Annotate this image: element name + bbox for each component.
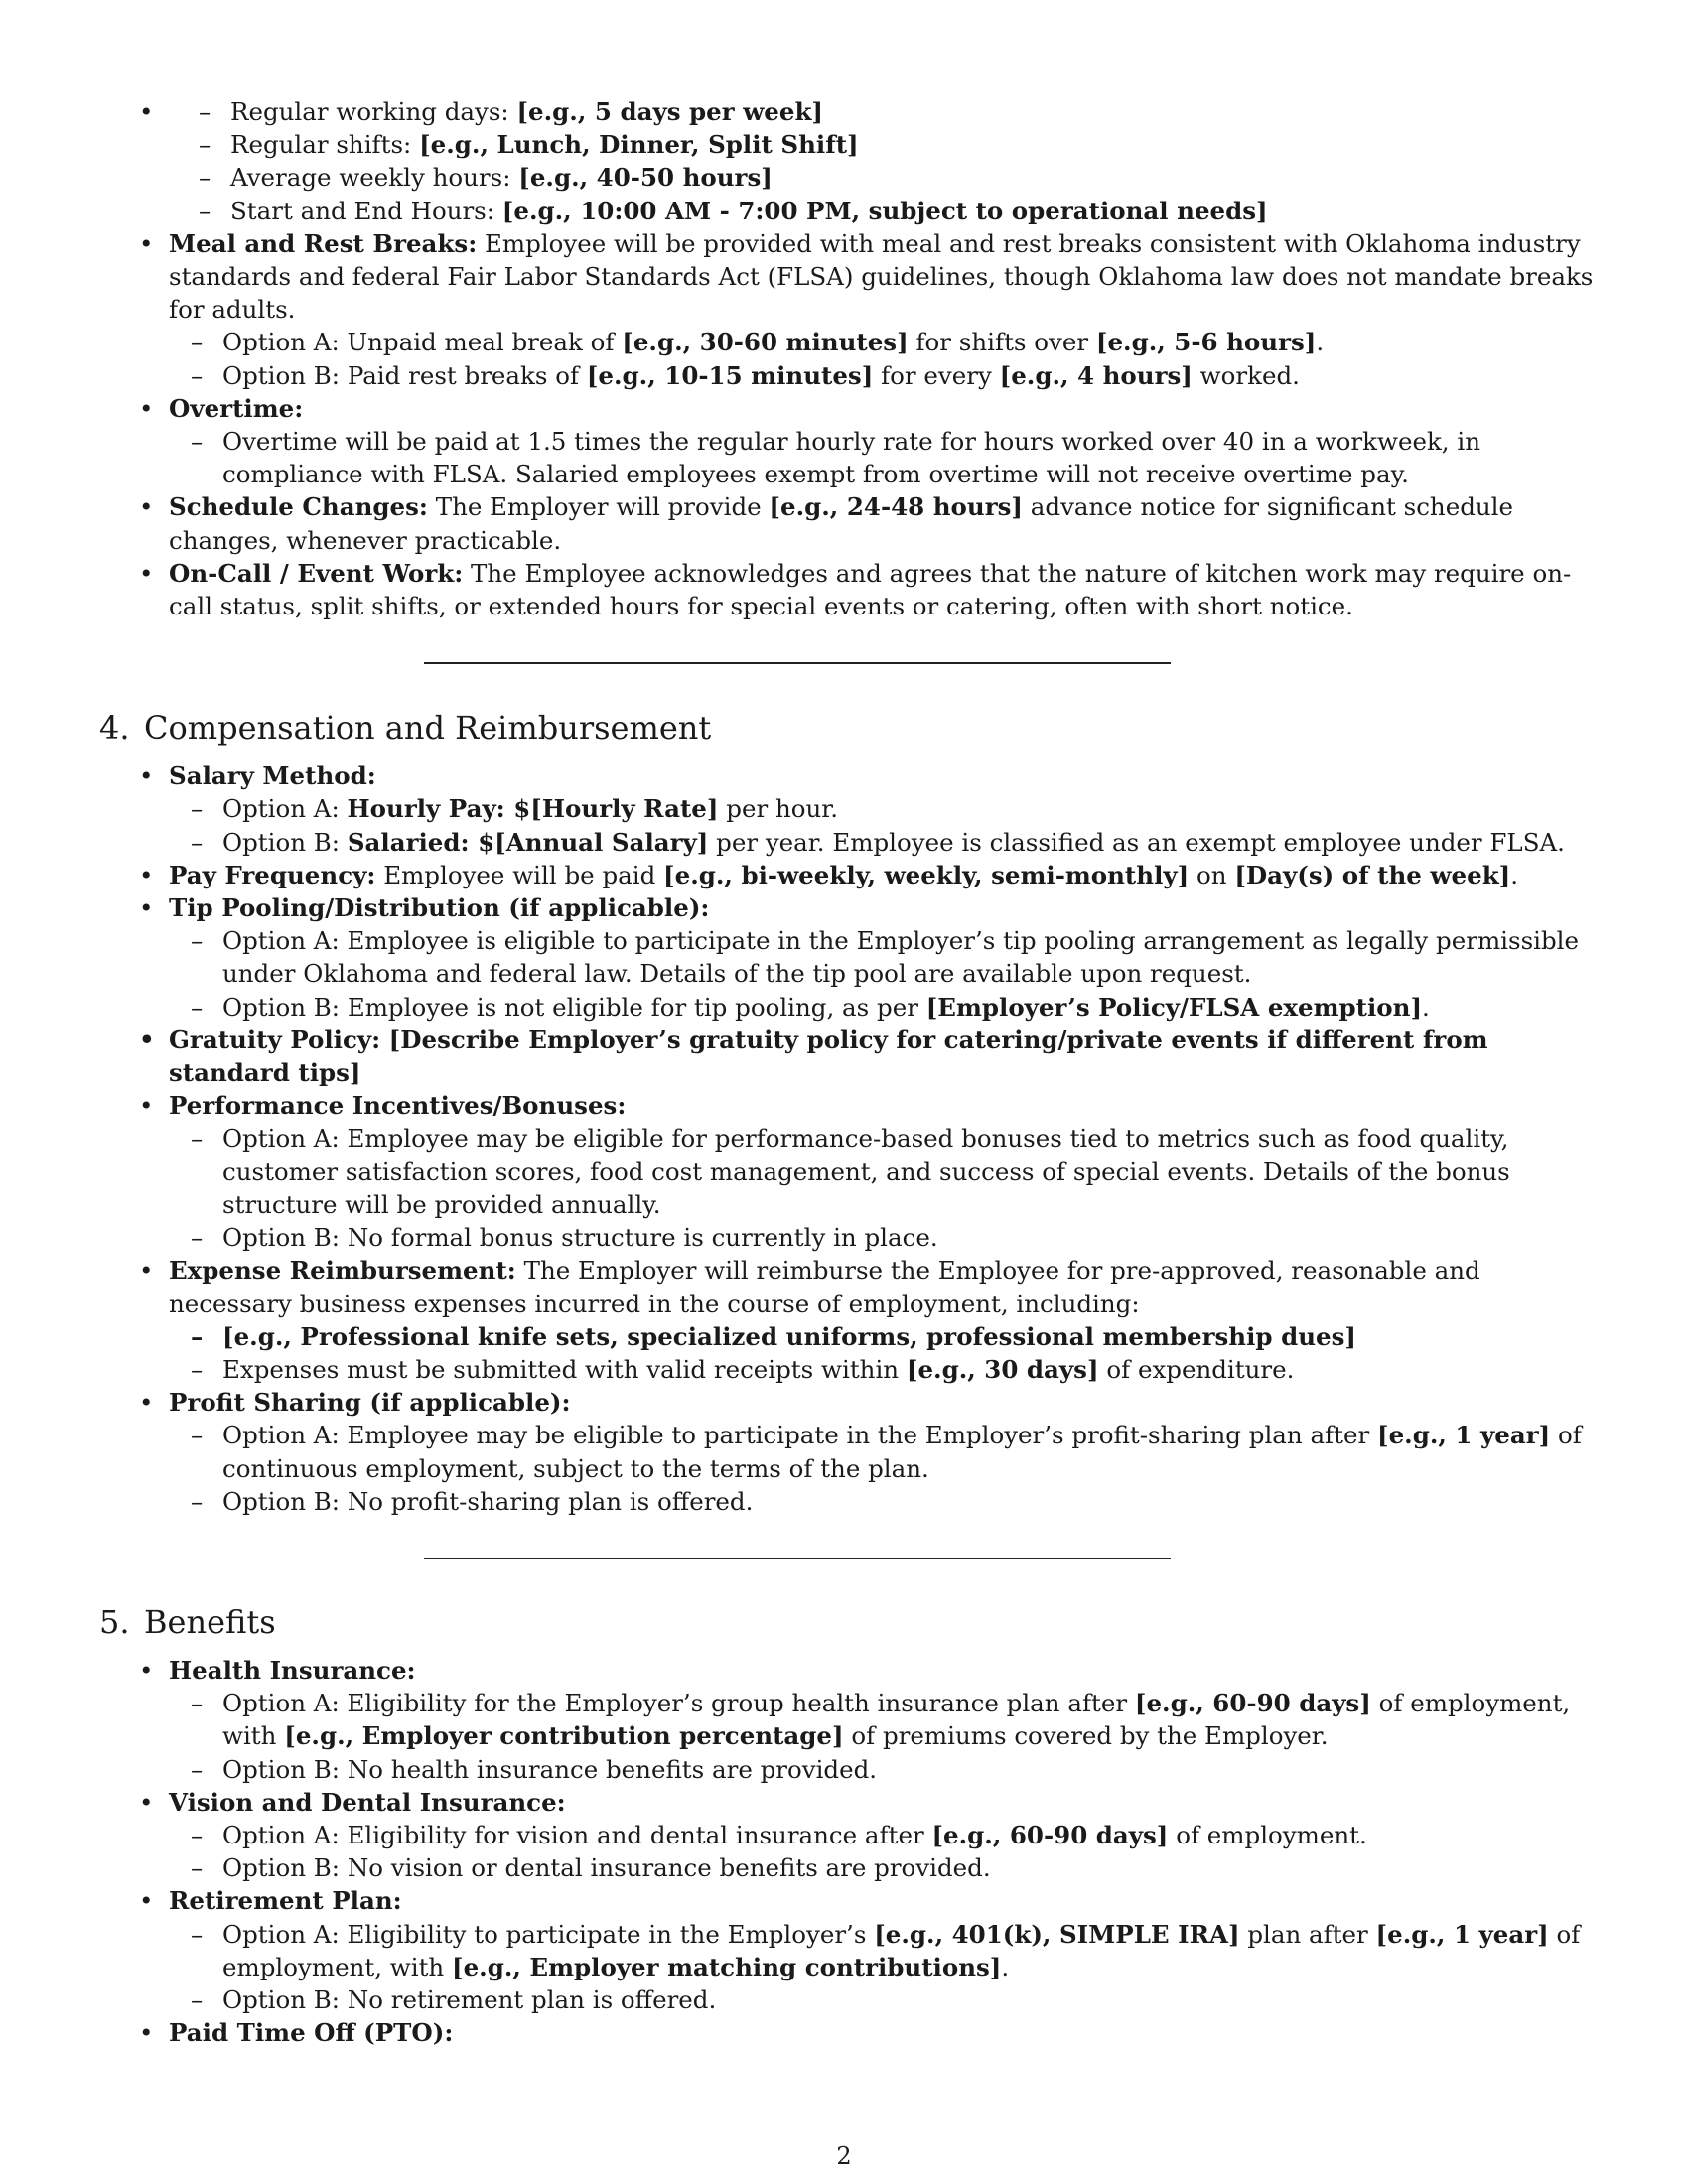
list-item	[161, 792, 1594, 825]
placeholder-value: [e.g., 1 year]	[1375, 1919, 1549, 1949]
text: per year. Employee is classified as an exempt employee under FLSA.	[708, 827, 1565, 857]
section-divider	[424, 662, 1171, 664]
text: Option B: Employee is not eligible for tip pooling, as per	[222, 992, 926, 1022]
benefits-list	[99, 1654, 1594, 2049]
text: .	[1001, 1952, 1010, 1981]
text: on	[1189, 860, 1235, 889]
overtime-item	[99, 392, 1594, 491]
sublist	[161, 792, 1594, 858]
list-item	[169, 95, 1594, 128]
text: of employment, with	[222, 1689, 1571, 1751]
schedule-changes-title: Schedule Changes:	[169, 492, 428, 522]
text: Option A: Employee may be eligible to participate in the Employer’s profit-sharing plan after	[222, 1421, 1377, 1450]
list-item	[169, 195, 1594, 227]
sublist	[161, 924, 1594, 1024]
expenses-item	[99, 1254, 1594, 1386]
tip-pooling-item	[99, 891, 1594, 1024]
placeholder-value: [e.g., 1 year]	[1376, 1421, 1551, 1450]
text: Option A: Employee is eligible to participate in the Employer’s tip pooling arrangement as legally permissible under Oklahoma and federal law. Details of the tip pool are available upon request.	[222, 926, 1580, 989]
placeholder-value: [e.g., 60-90 days]	[1134, 1689, 1371, 1718]
placeholder-value: [e.g., 5-6 hours]	[1095, 328, 1317, 357]
text: Option A: Unpaid meal break of	[222, 328, 623, 357]
text: Option B: No profit-sharing plan is offered.	[222, 1486, 754, 1516]
meal-breaks-options	[161, 326, 1594, 391]
on-call-item	[99, 557, 1594, 622]
placeholder-value: [e.g., 60-90 days]	[931, 1820, 1169, 1849]
text: Option A: Eligibility for vision and dental insurance after	[222, 1820, 932, 1849]
list-item	[169, 161, 1594, 194]
sublist	[161, 1122, 1594, 1254]
pay-frequency-item	[99, 859, 1594, 891]
text: for shifts over	[908, 328, 1096, 357]
text: Employee will be paid	[375, 860, 664, 889]
pto-item	[99, 2016, 1594, 2049]
section-title: Compensation and Reimbursement	[144, 709, 712, 748]
sublist	[161, 1687, 1594, 1786]
text: The Employer will provide	[427, 492, 770, 522]
hours-continuation-list	[99, 95, 1594, 622]
section-number: 5.	[99, 1602, 130, 1641]
placeholder-value: [e.g., Employer contribution percentage]	[284, 1721, 844, 1751]
hours-label: Average weekly hours:	[230, 163, 519, 193]
placeholder-value: Salaried: $[Annual Salary]	[347, 827, 709, 857]
overtime-title: Overtime:	[169, 393, 304, 423]
placeholder-value: [e.g., 10-15 minutes]	[586, 360, 874, 390]
list-item	[161, 1753, 1594, 1786]
text: Expenses must be submitted with valid receipts within	[222, 1354, 907, 1384]
text: Option B: No health insurance benefits are provided.	[222, 1754, 878, 1784]
item-title: Tip Pooling/Distribution (if applicable):	[169, 893, 710, 923]
item-title: Retirement Plan:	[169, 1886, 402, 1916]
placeholder-value: [e.g., 30-60 minutes]	[622, 328, 909, 357]
compensation-list	[99, 759, 1594, 1518]
text: Option A:	[222, 794, 348, 824]
list-item	[161, 359, 1594, 392]
item-title: Profit Sharing (if applicable):	[169, 1388, 571, 1418]
list-item	[161, 1320, 1594, 1353]
text: [Describe Employer’s gratuity policy for catering/private events if different from standard tips]	[169, 1024, 1488, 1088]
profit-sharing-item	[99, 1386, 1594, 1518]
text: .	[1422, 992, 1430, 1022]
hours-value: [e.g., 10:00 AM - 7:00 PM, subject to operational needs]	[501, 196, 1268, 225]
text: Option B: No vision or dental insurance benefits are provided.	[222, 1853, 991, 1883]
placeholder-value: [e.g., Professional knife sets, specialized uniforms, professional membership dues]	[222, 1321, 1356, 1351]
item-title: Performance Incentives/Bonuses:	[169, 1091, 627, 1121]
text: Option A: Employee may be eligible for performance-based bonuses tied to metrics such as food quality, customer satisfaction scores, food cost management, and success of special events. Details of the bonus structure will be provided annually.	[222, 1124, 1510, 1219]
text: The Employer will reimburse the Employee for pre-approved, reasonable and necessary business expenses incurred in the course of employment, including:	[169, 1256, 1480, 1318]
list-item	[161, 326, 1594, 358]
text: .	[1510, 860, 1519, 889]
text: for every	[873, 360, 1000, 390]
sublist	[161, 1918, 1594, 2017]
text: Option B: No formal bonus structure is currently in place.	[222, 1223, 938, 1253]
hours-label: Regular working days:	[230, 97, 517, 126]
list-item	[161, 1918, 1594, 1983]
text: Option B: No retirement plan is offered.	[222, 1984, 717, 2014]
sublist	[161, 1819, 1594, 1884]
text: of continuous employment, subject to the terms of the plan.	[222, 1421, 1582, 1483]
meal-breaks-title: Meal and Rest Breaks:	[169, 228, 478, 258]
page-content	[99, 95, 1594, 2049]
list-item	[161, 924, 1594, 990]
list-item	[161, 826, 1594, 859]
list-item	[161, 1419, 1594, 1484]
item-title: Gratuity Policy:	[169, 1024, 381, 1054]
placeholder-value: [e.g., 30 days]	[906, 1354, 1099, 1384]
salary-method-item	[99, 759, 1594, 859]
text: .	[1316, 328, 1325, 357]
vision-dental-item	[99, 1786, 1594, 1885]
hours-value: [e.g., 40-50 hours]	[518, 163, 773, 193]
section-number: 4.	[99, 709, 130, 748]
incentives-item	[99, 1089, 1594, 1254]
hours-value: [e.g., 5 days per week]	[516, 97, 824, 126]
text: advance notice for significant schedule changes, whenever practicable.	[169, 492, 1514, 555]
text: of employment.	[1168, 1820, 1367, 1849]
text: of expenditure.	[1098, 1354, 1295, 1384]
item-title: Pay Frequency:	[169, 860, 376, 889]
hours-subitems	[99, 95, 1594, 227]
list-item	[161, 1687, 1594, 1752]
text: Option A: Eligibility to participate in the Employer’s	[222, 1919, 875, 1949]
list-item	[161, 991, 1594, 1024]
text: Overtime will be paid at 1.5 times the regular hourly rate for hours worked over 40 in a workweek, in compliance with FLSA. Salaried employees exempt from overtime will not receive overtime pay.	[222, 427, 1480, 489]
text: worked.	[1192, 360, 1300, 390]
text: per hour.	[718, 794, 839, 824]
list-item	[161, 1983, 1594, 2016]
text: plan after	[1239, 1919, 1376, 1949]
placeholder-value: [e.g., bi-weekly, weekly, semi-monthly]	[663, 860, 1190, 889]
on-call-title: On-Call / Event Work:	[169, 558, 464, 588]
health-insurance-item	[99, 1654, 1594, 1786]
schedule-changes-item	[99, 490, 1594, 556]
placeholder-value: [Employer’s Policy/FLSA exemption]	[925, 992, 1423, 1022]
text: of premiums covered by the Employer.	[843, 1721, 1329, 1751]
hours-label: Start and End Hours:	[230, 196, 502, 225]
meal-breaks-item	[99, 227, 1594, 392]
placeholder-value: [e.g., 401(k), SIMPLE IRA]	[874, 1919, 1240, 1949]
text: Option A: Eligibility for the Employer’s group health insurance plan after	[222, 1689, 1135, 1718]
sublist	[161, 1320, 1594, 1386]
page-number: 2	[836, 2142, 852, 2170]
gratuity-item	[99, 1024, 1594, 1089]
item-title: Health Insurance:	[169, 1655, 416, 1685]
list-item	[161, 1221, 1594, 1254]
text: Option B:	[222, 827, 348, 857]
item-title: Expense Reimbursement:	[169, 1256, 516, 1286]
list-item	[161, 1122, 1594, 1221]
text: of employment, with	[222, 1919, 1581, 1981]
placeholder-value: [e.g., 4 hours]	[999, 360, 1193, 390]
list-item	[161, 425, 1594, 490]
list-item	[161, 1485, 1594, 1518]
placeholder-value: [e.g., 24-48 hours]	[769, 492, 1023, 522]
section-heading	[99, 708, 1594, 748]
retirement-item	[99, 1884, 1594, 2016]
section-heading	[99, 1602, 1594, 1642]
meal-breaks-text: Employee will be provided with meal and rest breaks consistent with Oklahoma industry standards and federal Fair Labor Standards Act (FLSA) guidelines, though Oklahoma law does not mandate breaks for adults.	[169, 228, 1594, 325]
sublist	[161, 1419, 1594, 1518]
placeholder-value: [e.g., Employer matching contributions]	[452, 1952, 1002, 1981]
overtime-options	[161, 425, 1594, 490]
placeholder-value: [Day(s) of the week]	[1234, 860, 1511, 889]
list-item	[161, 1851, 1594, 1884]
hours-value: [e.g., Lunch, Dinner, Split Shift]	[419, 130, 859, 160]
list-item	[161, 1819, 1594, 1851]
hours-label: Regular shifts:	[230, 130, 420, 160]
placeholder-value: Hourly Pay: $[Hourly Rate]	[347, 794, 719, 824]
hours-sublist	[169, 95, 1594, 227]
section-divider	[424, 1558, 1171, 1559]
item-title: Salary Method:	[169, 761, 376, 791]
on-call-text: The Employee acknowledges and agrees that the nature of kitchen work may require on-call status, split shifts, or extended hours for special events or catering, often with short notice.	[169, 558, 1572, 621]
list-item	[169, 128, 1594, 161]
list-item	[161, 1353, 1594, 1386]
text: Option B: Paid rest breaks of	[222, 360, 587, 390]
item-title: Vision and Dental Insurance:	[169, 1787, 566, 1817]
section-title: Benefits	[144, 1602, 276, 1641]
item-title: Paid Time Off (PTO):	[169, 2018, 454, 2048]
